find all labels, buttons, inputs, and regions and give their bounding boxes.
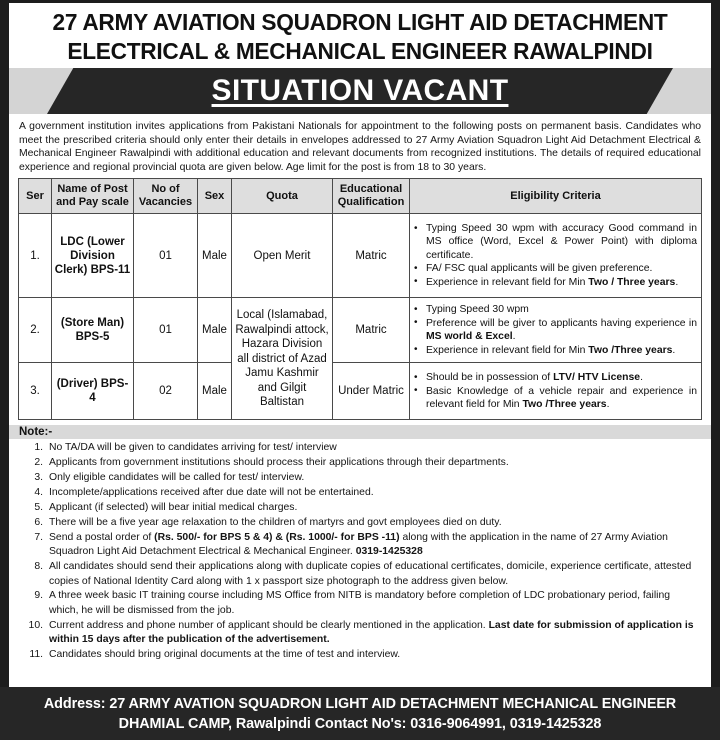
criteria-list (412, 371, 697, 411)
intro-paragraph: A government institution invites applications from Pakistani Nationals for appointment to the following posts on permanent basis. Candidates who meet the prescribed criteria should only enter their details in envelopes addressed to 27 Army Aviation Squadron Light Aid Detachment Electrical & Mechanical Engineer Rawalpindi with additional education and relevant documents from recognized institutions. The details of required educational experience and regional provincial quota are given below. Age limit for the post is from 18 to 30 years. (19, 121, 701, 173)
jobs-table (18, 178, 702, 420)
cell-eligibility (410, 363, 702, 420)
cell-post: LDC (Lower Division Clerk) BPS-11 (52, 214, 134, 298)
note-text: A three week basic IT training course including MS Office from NITB is mandatory before completion of LDC probationary period, failing which, he will be dismissed from the job. (49, 590, 671, 616)
table-row (19, 214, 702, 298)
banner-label: SITUATION VACANT (211, 74, 509, 107)
note-list (9, 439, 711, 662)
footer-address-line-2: DHAMIAL CAMP, Rawalpindi Contact No's: 0316-9064991, 0319-1425328 (118, 715, 602, 732)
cell-eligibility (410, 214, 702, 298)
col-header-post: Name of Post and Pay scale (52, 179, 134, 214)
note-text: There will be a five year age relaxation to the children of martyrs and govt employees died on duty. (49, 516, 502, 528)
col-header-quota: Quota (232, 179, 333, 214)
note-number: 1. (34, 442, 43, 454)
cell-vacancies: 01 (134, 214, 198, 298)
note-number: 3. (34, 472, 43, 484)
criteria-item: • Experience in relevant field for Min Two /Three years. (412, 344, 697, 357)
page-title-line-2: ELECTRICAL & MECHANICAL ENGINEER RAWALPINDI (67, 38, 653, 64)
note-item (21, 589, 699, 618)
cell-post: (Store Man) BPS-5 (52, 298, 134, 363)
cell-ser: 3. (19, 363, 52, 420)
note-item (21, 441, 699, 455)
cell-sex: Male (198, 363, 232, 420)
criteria-item: • Should be in possession of LTV/ HTV License. (412, 371, 697, 384)
footer-address-line-1: Address: 27 ARMY AVATION SQUADRON LIGHT AID DETACHMENT MECHANICAL ENGINEER (43, 695, 677, 712)
note-text: Only eligible candidates will be called for test/ interview. (49, 472, 305, 484)
note-number: 5. (34, 502, 43, 513)
note-item (21, 456, 699, 470)
criteria-item: • Typing Speed 30 wpm (412, 303, 697, 316)
criteria-list (412, 222, 697, 289)
cell-vacancies: 02 (134, 363, 198, 420)
note-number: 4. (34, 487, 43, 499)
cell-education: Matric (333, 298, 410, 363)
note-text: No TA/DA will be given to candidates arriving for test/ interview (49, 442, 337, 454)
note-item (21, 471, 699, 485)
note-item (21, 501, 699, 515)
cell-sex: Male (198, 214, 232, 298)
cell-quota-merged: Local (Islamabad, Rawalpindi attock, Hazara Division all district of Azad Jamu Kashmir and Gilgit Baltistan (232, 298, 333, 420)
note-item (21, 486, 699, 500)
col-header-ser: Ser (19, 179, 52, 214)
criteria-item: • Basic Knowledge of a vehicle repair and experience in relevant field for Min Two /Three years. (412, 385, 697, 411)
cell-education: Matric (333, 214, 410, 298)
note-number: 6. (34, 516, 43, 528)
table-header-row (19, 179, 702, 214)
note-text: Send a postal order of (Rs. 500/- for BPS 5 & 4) & (Rs. 1000/- for BPS -11) along with the application in the name of 27 Army Aviation Squadron Light Aid Detachment Electrical & Mechanical Engineer. 0319-1425328 (49, 531, 668, 558)
cell-ser: 1. (19, 214, 52, 298)
table-row (19, 363, 702, 420)
criteria-item: • Preference will be giver to applicants having experience in MS world & Excel. (412, 317, 697, 343)
note-text: Applicants from government institutions should process their applications through their departments. (49, 457, 509, 469)
note-text: All candidates should send their applications along with duplicate copies of educational certificates, domicile, experience certificate, attested copies of National Identity Card along with 1 x passport size photograph to the address given below. (49, 561, 692, 587)
note-number: 2. (34, 457, 43, 469)
col-header-vacancies: No of Vacancies (134, 179, 198, 214)
col-header-education: Educational Qualification (333, 179, 410, 214)
note-item (21, 531, 699, 560)
criteria-list (412, 303, 697, 357)
note-text: Candidates should bring original documents at the time of test and interview. (49, 649, 401, 661)
note-number: 8. (34, 561, 43, 573)
criteria-item: • Experience in relevant field for Min Two / Three years. (412, 276, 697, 289)
note-text: Incomplete/applications received after due date will not be entertained. (49, 487, 374, 499)
col-header-sex: Sex (198, 179, 232, 214)
cell-ser: 2. (19, 298, 52, 363)
col-header-eligibility: Eligibility Criteria (410, 179, 702, 214)
note-item (21, 619, 699, 648)
note-number: 10. (28, 619, 43, 631)
note-number: 9. (34, 590, 43, 602)
note-item (21, 648, 699, 662)
note-heading: Note:- (9, 425, 711, 439)
page-title-line-1: 27 ARMY AVIATION SQUADRON LIGHT AID DETACHMENT (52, 9, 668, 35)
address-footer (0, 687, 720, 740)
note-text: Applicant (if selected) will bear initial medical charges. (49, 502, 298, 513)
cell-quota: Open Merit (232, 214, 333, 298)
cell-eligibility (410, 298, 702, 363)
cell-education: Under Matric (333, 363, 410, 420)
note-text: Current address and phone number of applicant should be clearly mentioned in the application. Last date for submission of application is within 15 days after the publication of the advertisement. (49, 619, 694, 646)
cell-vacancies: 01 (134, 298, 198, 363)
situation-vacant-banner (9, 68, 711, 114)
header-title-block (9, 3, 711, 68)
table-row (19, 298, 702, 363)
jobs-table-wrapper (9, 178, 711, 420)
criteria-item: • FA/ FSC qual applicants will be given preference. (412, 262, 697, 275)
note-item (21, 560, 699, 589)
cell-post: (Driver) BPS-4 (52, 363, 134, 420)
note-number: 7. (34, 531, 43, 543)
criteria-item: • Typing Speed 30 wpm with accuracy Good command in MS office (Word, Excel & Power Point) with diploma certificate. (412, 222, 697, 262)
cell-sex: Male (198, 298, 232, 363)
note-number: 11. (29, 649, 43, 661)
note-item (21, 516, 699, 530)
